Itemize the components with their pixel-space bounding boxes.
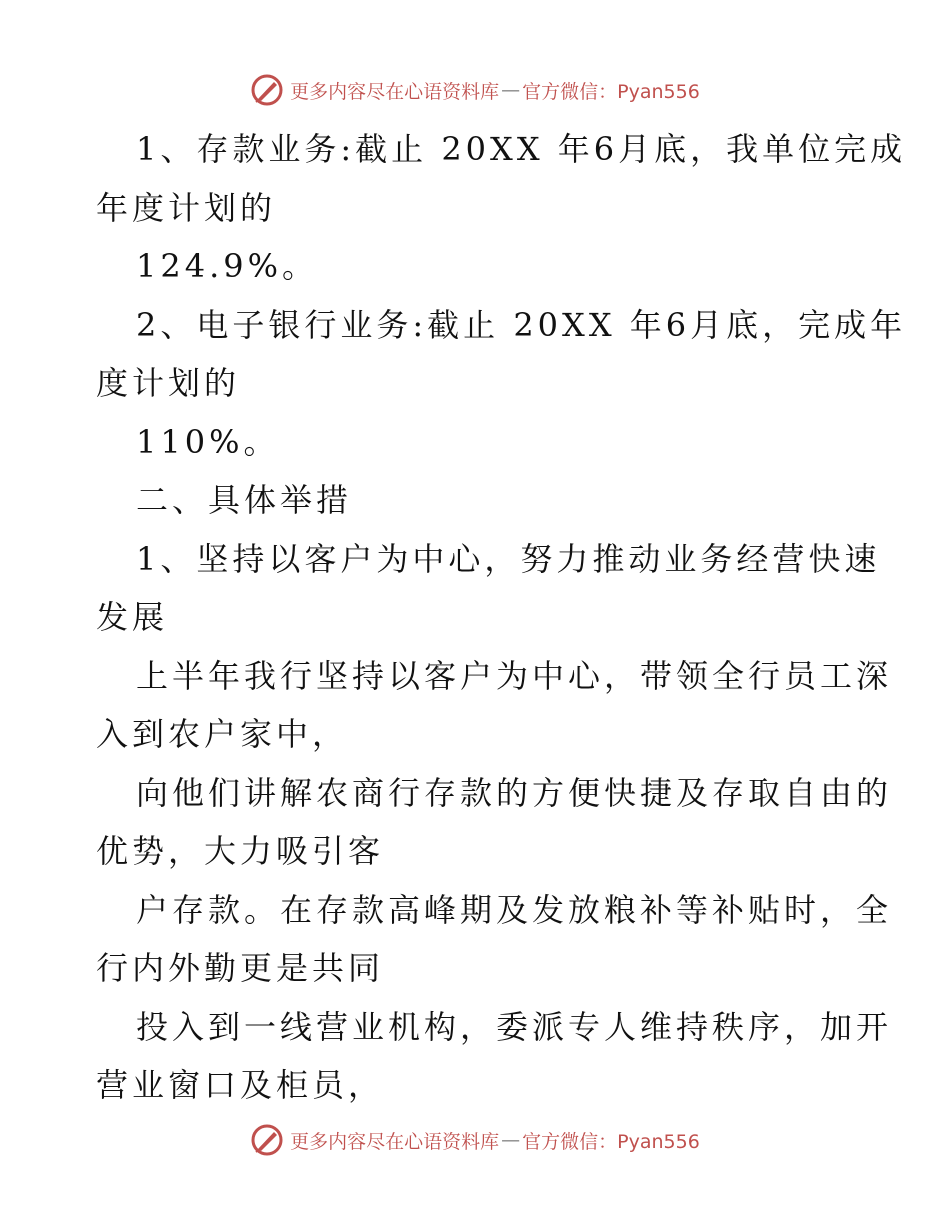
header-watermark — [0, 70, 950, 110]
paragraph-line: 向他们讲解农商行存款的方便快捷及存取自由的 — [136, 773, 893, 812]
subsection-heading: 1、坚持以客户为中心，努力推动业务经营快速 — [136, 539, 881, 578]
paragraph-line: 110%。 — [136, 422, 280, 461]
paragraph-line: 投入到一线营业机构，委派专人维持秩序，加开 — [136, 1007, 893, 1046]
watermark-separator: — — [501, 1129, 521, 1151]
paragraph-line: 入到农户家中， — [96, 715, 349, 753]
watermark-contact: 官方微信：Pyan556 — [522, 1130, 700, 1153]
document-body — [96, 120, 907, 1115]
paragraph-line: 优势，大力吸引客 — [96, 832, 385, 870]
paragraph-line: 2、电子银行业务:截止 20XX 年6月底，完成年 — [136, 305, 907, 344]
quill-seal-icon — [250, 73, 284, 107]
paragraph-line: 营业窗口及柜员， — [96, 1066, 385, 1104]
paragraph-line: 行内外勤更是共同 — [96, 949, 385, 987]
quill-seal-icon — [250, 1123, 284, 1157]
watermark-separator: — — [501, 79, 521, 101]
watermark-text: 更多内容尽在心语资料库 — [290, 80, 500, 103]
paragraph-line: 户存款。在存款高峰期及发放粮补等补贴时，全 — [136, 890, 893, 929]
footer-watermark — [0, 1120, 950, 1160]
paragraph-line: 124.9%。 — [136, 247, 319, 285]
paragraph-line: 上半年我行坚持以客户为中心，带领全行员工深 — [136, 656, 893, 695]
paragraph-line: 度计划的 — [96, 364, 241, 402]
paragraph-line: 1、存款业务:截止 20XX 年6月底，我单位完成 — [136, 130, 907, 168]
section-heading: 二、具体举措 — [136, 481, 353, 519]
subsection-heading-cont: 发展 — [96, 598, 169, 636]
paragraph-line: 年度计划的 — [96, 188, 277, 227]
watermark-text: 更多内容尽在心语资料库 — [290, 1130, 500, 1153]
watermark-contact: 官方微信：Pyan556 — [522, 80, 700, 103]
